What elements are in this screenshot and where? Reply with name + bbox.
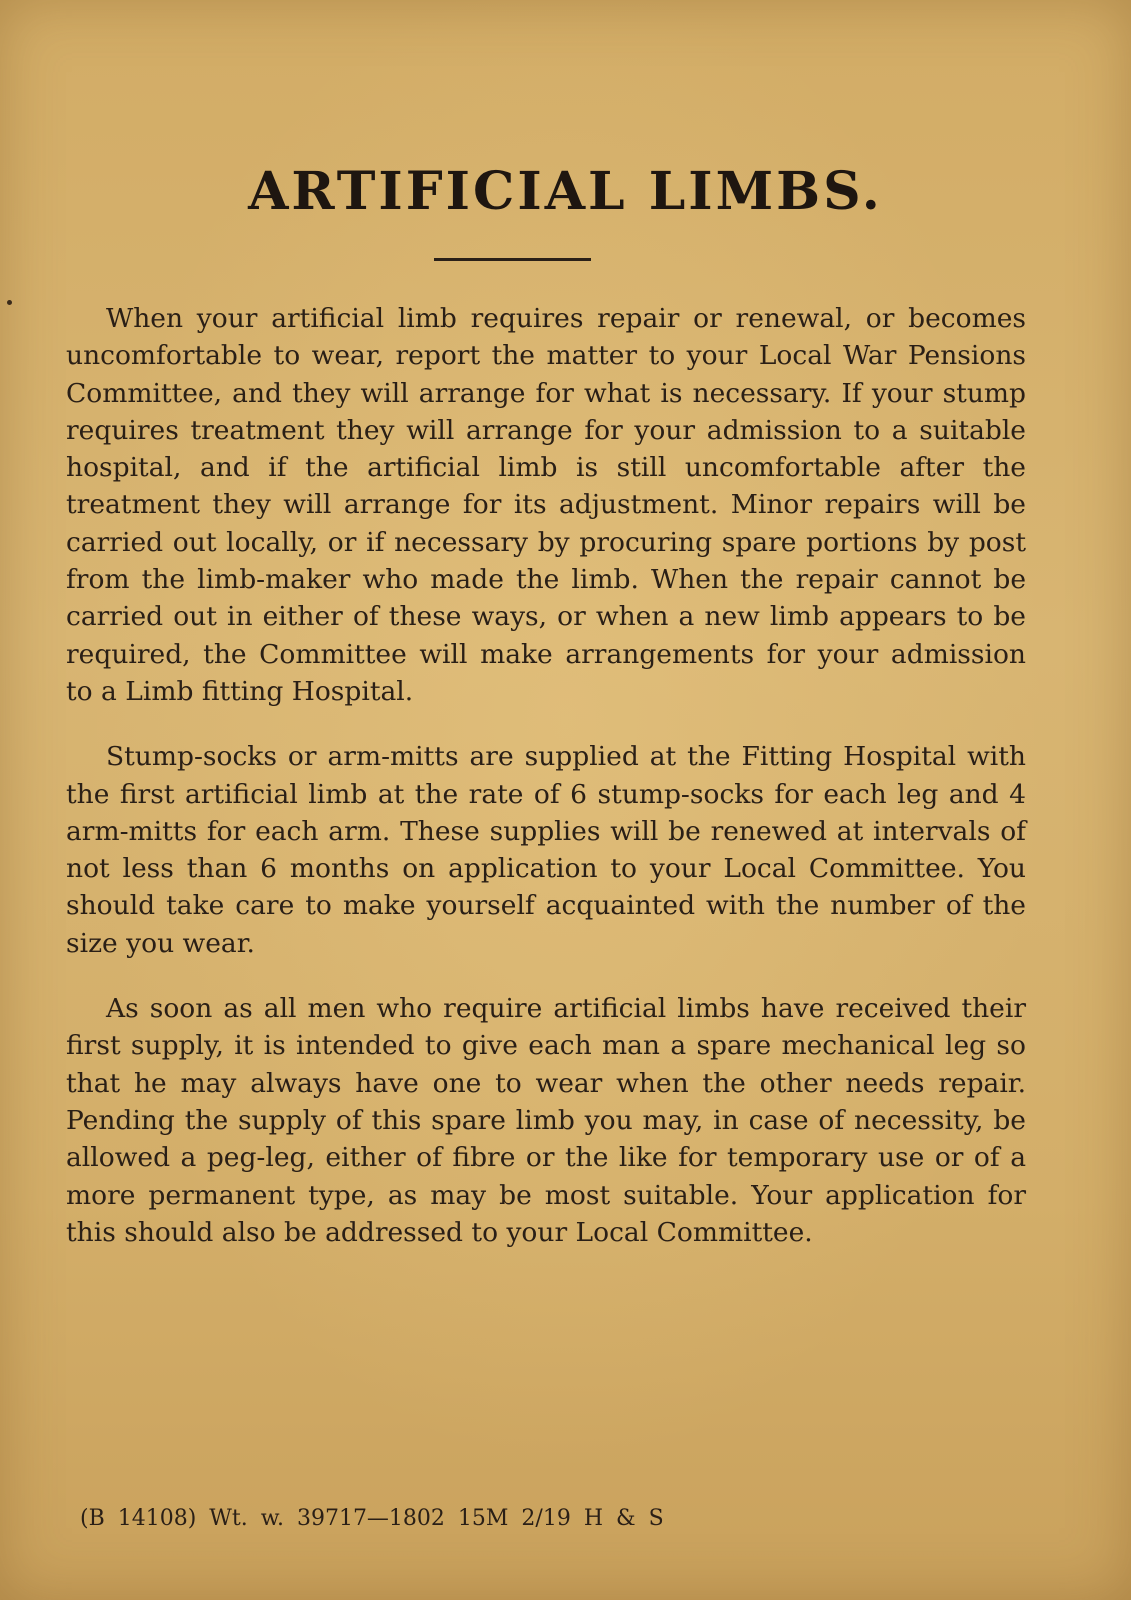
title-divider bbox=[434, 258, 591, 261]
ink-speck bbox=[7, 300, 12, 305]
paragraph-repairs: When your artificial limb requires repair or renewal, or becomes uncomfortable to wear, report the matter to your Local War Pensions Committee, and they will arrange for what is necessary. If your stump requires treatment they will arrange for your admission to a suitable hospital, and if the artificial limb is still uncomfortable after the treatment they will arrange for its adjustment. Minor repairs will be carried out locally, or if necessary by procuring spare portions by post from the limb-maker who made the limb. When the repair cannot be carried out in either of these ways, or when a new limb appears to be required, the Committee will make arrangements for your admission to a Limb fitting Hospital. bbox=[66, 303, 1026, 707]
body-text bbox=[66, 300, 1026, 1251]
printer-imprint: (B 14108) Wt. w. 39717—1802 15M 2/19 H & S bbox=[80, 1506, 664, 1531]
paragraph-stump-socks: Stump-socks or arm-mitts are supplied at the Fitting Hospital with the first artificial limb at the rate of 6 stump-socks for each leg and 4 arm-mitts for each arm. These supplies will be renewed at intervals of not less than 6 months on application to your Local Committee. You should take care to make yourself acquainted with the number of the size you wear. bbox=[66, 741, 1026, 959]
page-title: ARTIFICIAL LIMBS. bbox=[248, 161, 883, 222]
paragraph-spare-limb: As soon as all men who require artificial limbs have received their first supply, it is intended to give each man a spare mechanical leg so that he may always have one to wear when the other needs repair. Pending the supply of this spare limb you may, in case of necessity, be allowed a peg-leg, either of fibre or the like for temporary use or of a more permanent type, as may be most suitable. Your application for this should also be addressed to your Local Committee. bbox=[66, 993, 1026, 1248]
